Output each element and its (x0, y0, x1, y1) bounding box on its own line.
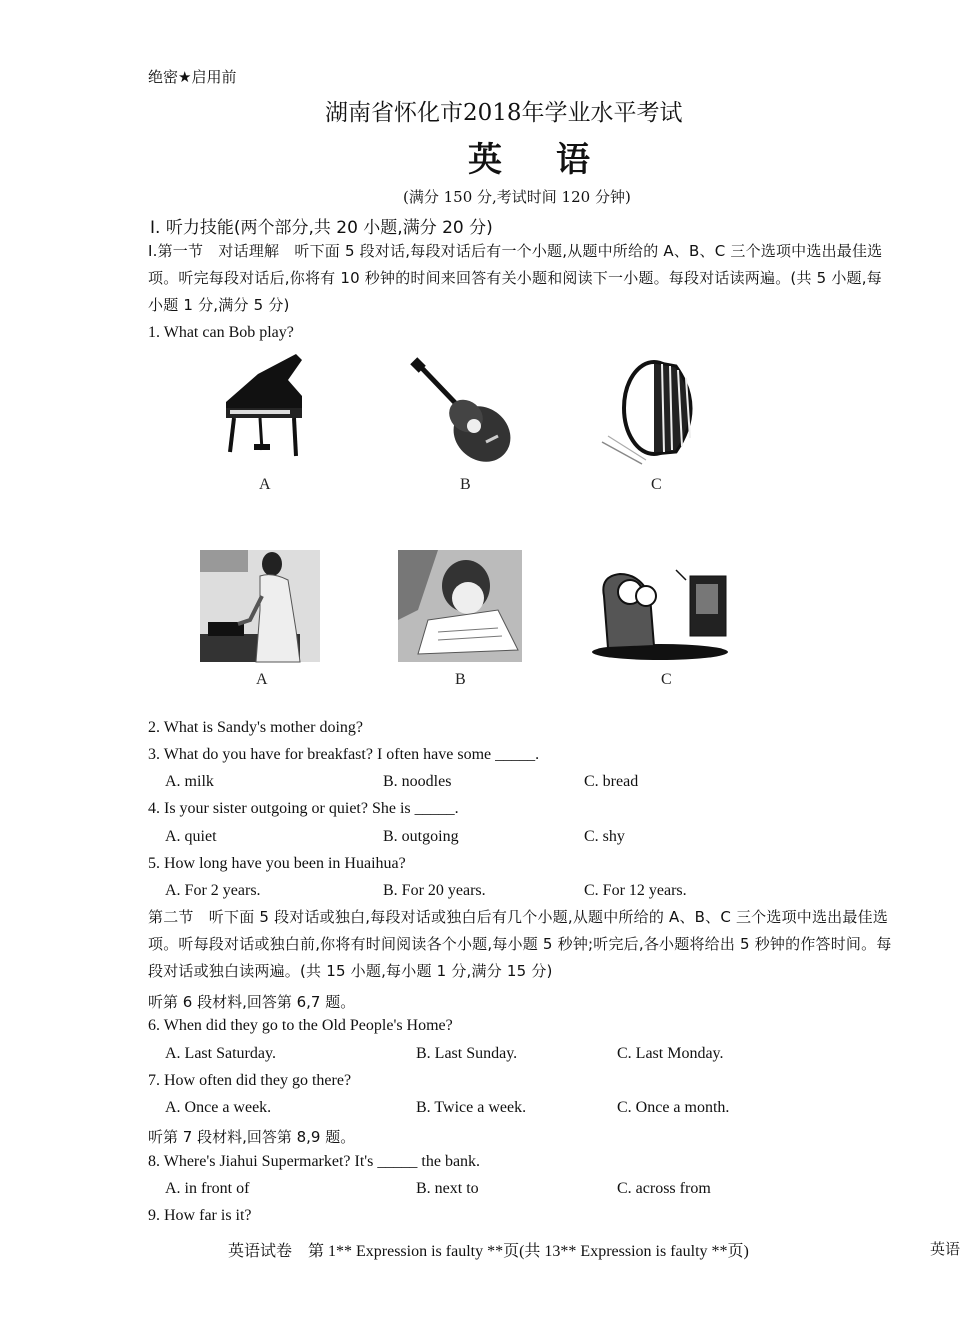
exam-info: (满分 150 分,考试时间 120 分钟) (403, 188, 631, 206)
cooking-photo (200, 550, 320, 662)
page-footer-right: 英语 (930, 1240, 960, 1258)
guitar-icon (412, 360, 518, 468)
q6-option-a[interactable]: A. Last Saturday. (165, 1045, 276, 1062)
secret-label: 绝密★启用前 (148, 68, 237, 86)
watching-tv-photo (590, 566, 740, 660)
material-7-note: 听第 7 段材料,回答第 8,9 题。 (148, 1128, 356, 1146)
q4-option-c[interactable]: C. shy (584, 828, 625, 845)
q1-label-b: B (460, 476, 471, 493)
q4-option-b[interactable]: B. outgoing (383, 828, 459, 845)
studying-photo (398, 550, 522, 662)
q5-option-b[interactable]: B. For 20 years. (383, 882, 486, 899)
question-6: 6. When did they go to the Old People's Home? (148, 1017, 453, 1034)
q5-option-c[interactable]: C. For 12 years. (584, 882, 687, 899)
section1-instructions: Ⅰ.第一节 对话理解 听下面 5 段对话,每段对话后有一个小题,从题中所给的 A、B、C 三个选项中选出最佳选项。听完每段对话后,你将有 10 秒钟的时间来回答有关小题和阅读下一小题。每段对话读两遍。(共 5 小题,每小题 1 分,满分 5 分) (148, 242, 883, 314)
question-8: 8. Where's Jiahui Supermarket? It's _____ the bank. (148, 1153, 481, 1170)
q2-label-a: A (256, 671, 268, 688)
q1-label-a: A (259, 476, 271, 493)
question-9: 9. How far is it? (148, 1207, 252, 1224)
q7-option-c[interactable]: C. Once a month. (617, 1099, 730, 1116)
q6-option-c[interactable]: C. Last Monday. (617, 1045, 724, 1062)
q2-label-c: C (661, 671, 672, 688)
q3-option-b[interactable]: B. noodles (383, 773, 452, 790)
section2-instructions: 第二节 听下面 5 段对话或独白,每段对话或独白后有几个小题,从题中所给的 A、B、C 三个选项中选出最佳选项。听每段对话或独白前,你将有时间阅读各个小题,每小题 5 秒钟;听完后,各小题将给出 5 秒钟的作答时间。每段对话或独白读两遍。(共 15 小题,每小题 1 分,满分 15 分) (148, 908, 892, 980)
question-4: 4. Is your sister outgoing or quiet? She is _____. (148, 800, 459, 817)
q2-label-b: B (455, 671, 466, 688)
material-6-note: 听第 6 段材料,回答第 6,7 题。 (148, 993, 356, 1011)
piano-icon (218, 352, 310, 466)
question-7: 7. How often did they go there? (148, 1072, 352, 1089)
q7-option-a[interactable]: A. Once a week. (165, 1099, 272, 1116)
exam-title: 湖南省怀化市2018年学业水平考试 (325, 100, 683, 126)
q3-option-c[interactable]: C. bread (584, 773, 639, 790)
q8-option-c[interactable]: C. across from (617, 1180, 711, 1197)
subject-title: 英 语 (468, 140, 600, 180)
q1-label-c: C (651, 476, 662, 493)
question-1: 1. What can Bob play? (148, 324, 294, 341)
part1-heading: Ⅰ. 听力技能(两个部分,共 20 小题,满分 20 分) (150, 218, 493, 238)
q8-option-b[interactable]: B. next to (416, 1180, 479, 1197)
question-2: 2. What is Sandy's mother doing? (148, 719, 364, 736)
question-5: 5. How long have you been in Huaihua? (148, 855, 406, 872)
q5-option-a[interactable]: A. For 2 years. (165, 882, 261, 899)
drum-icon (602, 356, 714, 468)
q3-option-a[interactable]: A. milk (165, 773, 214, 790)
page-footer: 英语试卷 第 1** Expression is faulty **页(共 13** Expression is faulty **页) (228, 1243, 749, 1260)
q4-option-a[interactable]: A. quiet (165, 828, 217, 845)
question-3: 3. What do you have for breakfast? I often have some _____. (148, 746, 540, 763)
q6-option-b[interactable]: B. Last Sunday. (416, 1045, 518, 1062)
q7-option-b[interactable]: B. Twice a week. (416, 1099, 527, 1116)
q8-option-a[interactable]: A. in front of (165, 1180, 250, 1197)
